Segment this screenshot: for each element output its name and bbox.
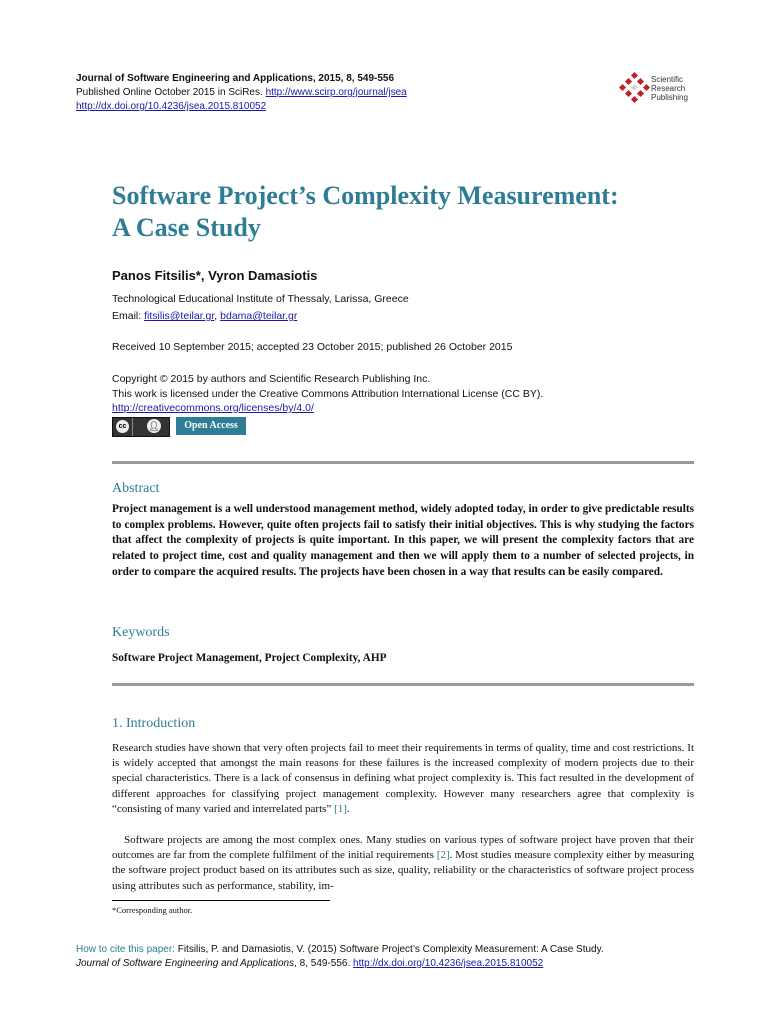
cite-text: Fitsilis, P. and Damasiotis, V. (2015) Software Project’s Complexity Measurement: A Case Study. (177, 944, 604, 955)
cc-icon: cc (116, 420, 129, 433)
cite-journal-line (76, 958, 543, 969)
footnote: *Corresponding author. (112, 905, 193, 915)
journal-citation-line: Journal of Software Engineering and Applications, 2015, 8, 549-556 (76, 73, 395, 84)
section-divider-bottom (112, 683, 694, 686)
intro-paragraph-1: Research studies have shown that very often projects fail to meet their requirements in terms of quality, time and cost restrictions. It is widely accepted that amongst the main reasons for these failures is the increased complexity of modern projects due to their special characteristics. There is a lack of consensus in defining what project complexity is. This fact resulted in the development of different approaches for classifying project management complexity. However many researchers agree that complexity is “consisting of many varied and interrelated parts” [1]. (112, 742, 694, 815)
abstract-heading: Abstract (112, 481, 160, 496)
intro-p2-text-a: Software projects are among the most complex ones. Many studies on various types of software project have proven that their outcomes are far from the complete fulfilment of the initial requirements (112, 834, 694, 862)
how-to-cite-line (76, 944, 604, 955)
intro-p2-text-b: . Most studies measure complexity either by measuring the software project product based on its attributes such as size, quality, reliability or the characteristics of software project process using attributes such as performance, stability, im- (112, 849, 695, 892)
intro-p1-text: Research studies have shown that very often projects fail to meet their requirements in terms of quality, time and cost restrictions. It is widely accepted that amongst the main reasons for these failures is the increased complexity of modern projects due to their special characteristics. There is a lack of consensus in defining what project complexity is. This fact resulted in the development of different approaches for classifying project management complexity. However many researchers agree that complexity is “consisting of many varied and interrelated parts” (112, 742, 694, 815)
logo-text (651, 75, 688, 102)
intro-paragraph-2 (112, 833, 694, 894)
section-divider-top (112, 461, 694, 464)
reference-2-link[interactable]: [2] (436, 849, 450, 862)
reference-1-link[interactable]: [1] (334, 802, 347, 815)
logo-line-1: Scientific (651, 75, 684, 84)
email-label: Email: (112, 310, 142, 322)
published-text: Published Online October 2015 in SciRes. (76, 87, 263, 98)
title-line-2: A Case Study (112, 213, 261, 242)
email-link-1[interactable]: fitsilis@teilar.gr (144, 310, 215, 322)
logo-line-2: Research (651, 84, 686, 93)
paper-title (112, 180, 732, 244)
journal-url-link[interactable]: http://www.scirp.org/journal/jsea (265, 87, 407, 98)
keywords-text: Software Project Management, Project Complexity, AHP (112, 652, 387, 664)
attribution-person-icon: 👤︎ (148, 421, 160, 431)
keywords-heading: Keywords (112, 625, 170, 640)
abstract-text: Project management is a well understood management method, widely adopted today, in order to give predictable results to complex problems. However, quite often projects fail to satisfy their initial objectives. This is why studying the factors that affect the complexity of projects is quite important. In this paper, we will present the complexity factors that are related to project time, cost and quality management and then we will apply them to a number of selected projects, in order to compare the acquired results. The projects have been chosen in a way that results can be easily compared. (112, 503, 694, 578)
publication-dates: Received 10 September 2015; accepted 23 October 2015; published 26 October 2015 (112, 341, 513, 353)
authors: Panos Fitsilis*, Vyron Damasiotis (112, 268, 318, 283)
footnote-divider (112, 900, 330, 901)
license-url-link[interactable]: http://creativecommons.org/licenses/by/4.0/ (112, 402, 314, 414)
license-line: This work is licensed under the Creative Commons Attribution International License (CC BY). (112, 387, 544, 400)
introduction-heading: 1. Introduction (112, 716, 196, 731)
doi-link[interactable]: http://dx.doi.org/10.4236/jsea.2015.810052 (76, 101, 267, 112)
title-line-1: Software Project’s Complexity Measurement: (112, 181, 619, 210)
email-link-2[interactable]: bdama@teilar.gr (220, 310, 298, 322)
affiliation: Technological Educational Institute of Thessaly, Larissa, Greece (112, 293, 409, 305)
cite-journal: Journal of Software Engineering and Applications (76, 958, 295, 969)
cite-volume: , 8, 549-556. (294, 958, 351, 969)
cite-label: How to cite this paper: (76, 944, 175, 955)
published-online-line (76, 87, 407, 98)
copyright-block (112, 372, 543, 416)
copyright-line: Copyright © 2015 by authors and Scientific Research Publishing Inc. (112, 373, 431, 385)
cc-by-icon[interactable] (112, 417, 170, 437)
cite-doi-link[interactable]: http://dx.doi.org/10.4236/jsea.2015.810052 (353, 958, 544, 969)
logo-line-3: Publishing (651, 93, 688, 102)
logo-diamond-icon (618, 73, 654, 109)
email-line: Email: fitsilis@teilar.gr, bdama@teilar.gr (112, 310, 298, 322)
open-access-badge: Open Access (176, 417, 246, 435)
scirp-logo (618, 73, 728, 107)
